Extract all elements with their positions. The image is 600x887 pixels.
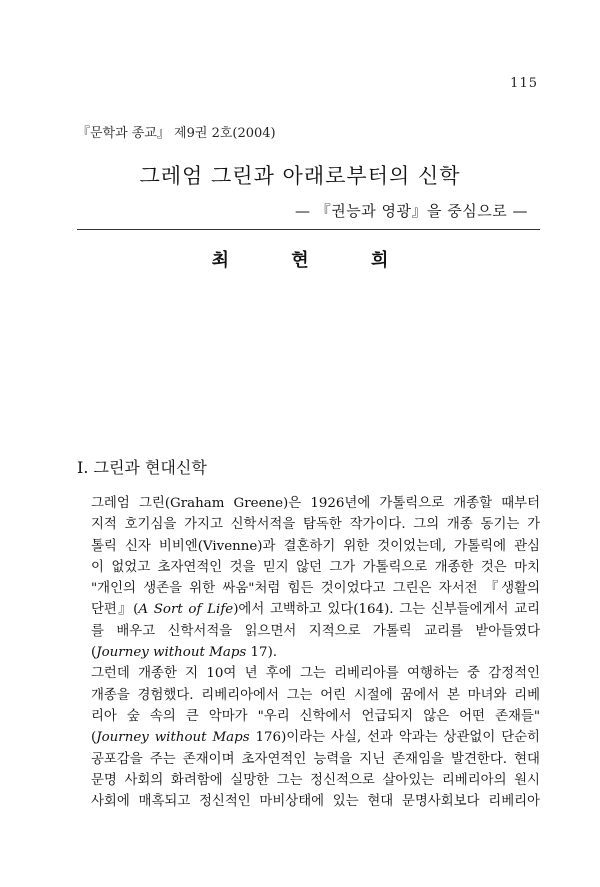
text-line: 톨릭 신자 비비엔(Vivenne)과 결혼하기 위한 것이었는데, 가톨릭에 관심 xyxy=(91,538,540,554)
text-line: 문명 사회의 화려함에 실망한 그는 정신적으로 살아있는 리베리아의 원시 xyxy=(91,772,540,788)
text-line: 이 없었고 초자연적인 것을 믿지 않던 그가 가톨릭으로 개종한 것은 마치 xyxy=(91,559,541,575)
text-line: 개종을 경험했다. 리베리아에서 그는 어린 시절에 꿈에서 본 마녀와 리베 xyxy=(91,687,540,703)
text-line: 공포감을 주는 존재이며 초자연적인 능력을 지닌 존재임을 발견한다. 현대 xyxy=(91,751,540,767)
title-rule xyxy=(77,229,540,230)
text-line: 지적 호기심을 가지고 신학서적을 탐독한 작가이다. 그의 개종 동기는 가 xyxy=(91,517,540,533)
text-line: 를 배우고 신학서적을 읽으면서 지적으로 가톨릭 교리를 받아들였다 xyxy=(91,623,540,639)
text-line: 그런데 개종한 지 10여 년 후에 그는 리베리아를 여행하는 중 감정적인 xyxy=(91,666,540,682)
paragraph-2 xyxy=(77,663,540,812)
section-heading: I. 그린과 현대신학 xyxy=(77,458,207,477)
text-line: 그레엄 그린(Graham Greene)은 1926년에 가톨릭으로 개종할 때부터 xyxy=(91,496,540,511)
journal-reference: 『문학과 종교』 제9권 2호(2004) xyxy=(77,126,276,141)
page-number: 115 xyxy=(510,76,538,91)
text-line: (Journey without Maps 17). xyxy=(91,645,278,661)
author-name: 최 현 희 xyxy=(211,250,417,271)
text-line: 사회에 매혹되고 정신적인 마비상태에 있는 현대 문명사회보다 리베리아 xyxy=(91,794,540,810)
text-line: "개인의 생존을 위한 싸움"처럼 힘든 것이었다고 그린은 자서전 『생활의 xyxy=(91,581,540,597)
paragraph-1 xyxy=(77,493,540,663)
text-line: (Journey without Maps 176)이라는 사실, 선과 악과는 상관없이 단순히 xyxy=(91,730,540,746)
article-subtitle: — 『권능과 영광』을 중심으로 — xyxy=(295,202,528,220)
body-text xyxy=(77,493,540,812)
text-line: 리아 숲 속의 큰 악마가 "우리 신학에서 언급되지 않은 어떤 존재들" xyxy=(91,708,540,724)
article-title: 그레엄 그린과 아래로부터의 신학 xyxy=(139,164,461,188)
text-line: 단편』(A Sort of Life)에서 고백하고 있다(164). 그는 신부들에게서 교리 xyxy=(91,602,540,618)
